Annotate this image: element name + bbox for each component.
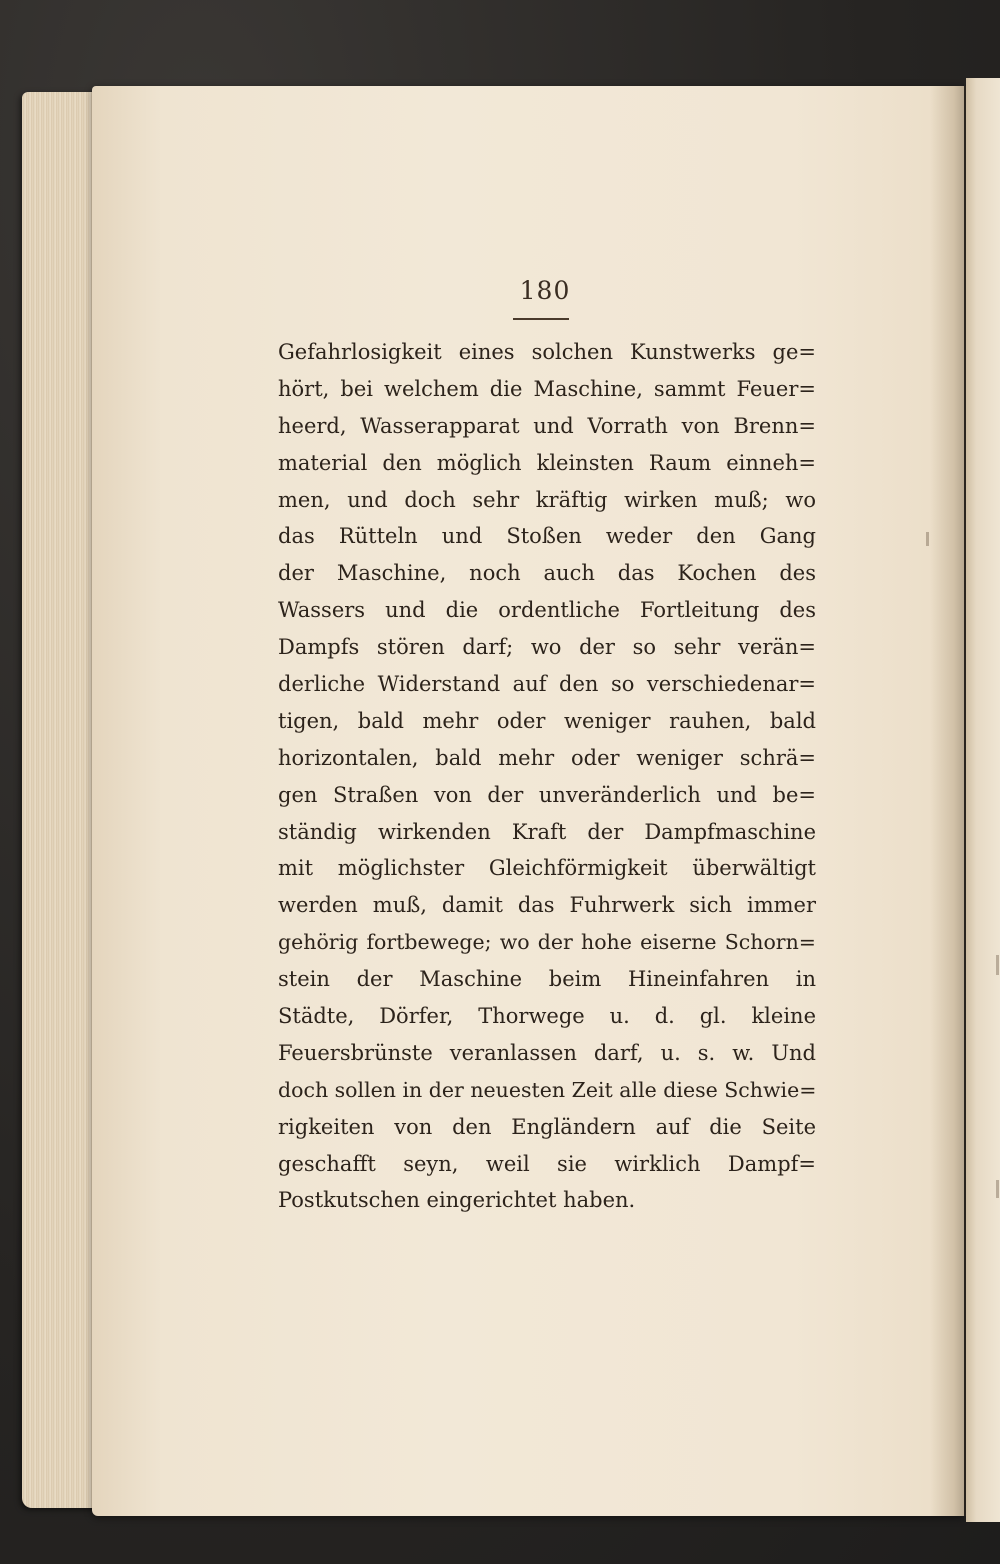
text-line: hört, bei welchem die Maschine, sammt Feuer= xyxy=(278,376,816,401)
text-line: Gefahrlosigkeit eines solchen Kunstwerks ge= xyxy=(278,340,816,364)
paper-mark xyxy=(926,532,929,546)
text-line: tigen, bald mehr oder weniger rauhen, bald xyxy=(278,708,816,733)
text-line: horizontalen, bald mehr oder weniger schrä= xyxy=(278,745,816,770)
text-line: Wassers und die ordentliche Fortleitung des xyxy=(278,598,816,623)
text-line: doch sollen in der neuesten Zeit alle diese Schwie= xyxy=(278,1077,816,1102)
body-text xyxy=(278,334,816,1219)
text-line: heerd, Wasserapparat und Vorrath von Brenn= xyxy=(278,413,816,438)
text-line: gen Straßen von der unveränderlich und be= xyxy=(278,782,816,807)
text-line: ständig wirkenden Kraft der Dampfmaschine xyxy=(278,819,816,844)
paper-mark xyxy=(996,955,999,975)
text-line: Feuersbrünste veranlassen darf, u. s. w. Und xyxy=(278,1040,816,1065)
text-line: gehörig fortbewege; wo der hohe eiserne Schorn= xyxy=(278,930,816,955)
book-gutter xyxy=(930,86,970,1516)
text-line: der Maschine, noch auch das Kochen des xyxy=(278,561,816,586)
text-line: geschafft seyn, weil sie wirklich Dampf= xyxy=(278,1151,816,1176)
text-line: mit möglichster Gleichförmigkeit überwältigt xyxy=(278,856,816,881)
text-line: werden muß, damit das Fuhrwerk sich immer xyxy=(278,893,816,918)
text-line: men, und doch sehr kräftig wirken muß; wo xyxy=(278,487,816,512)
header-rule xyxy=(513,318,569,320)
text-line: Städte, Dörfer, Thorwege u. d. gl. kleine xyxy=(278,1004,816,1029)
paper-mark xyxy=(996,1180,999,1198)
text-line: Postkutschen eingerichtet haben. xyxy=(278,1188,636,1213)
text-line: das Rütteln und Stoßen weder den Gang xyxy=(278,524,816,549)
text-line: stein der Maschine beim Hineinfahren in xyxy=(278,967,816,992)
facing-page-edge xyxy=(966,78,1000,1522)
text-line: Dampfs stören darf; wo der so sehr verän= xyxy=(278,635,816,660)
text-line: rigkeiten von den Engländern auf die Seite xyxy=(278,1114,816,1139)
page-number: 180 xyxy=(519,276,571,305)
text-line: material den möglich kleinsten Raum einneh= xyxy=(278,450,816,475)
text-line: derliche Widerstand auf den so verschiedenar= xyxy=(278,672,816,697)
